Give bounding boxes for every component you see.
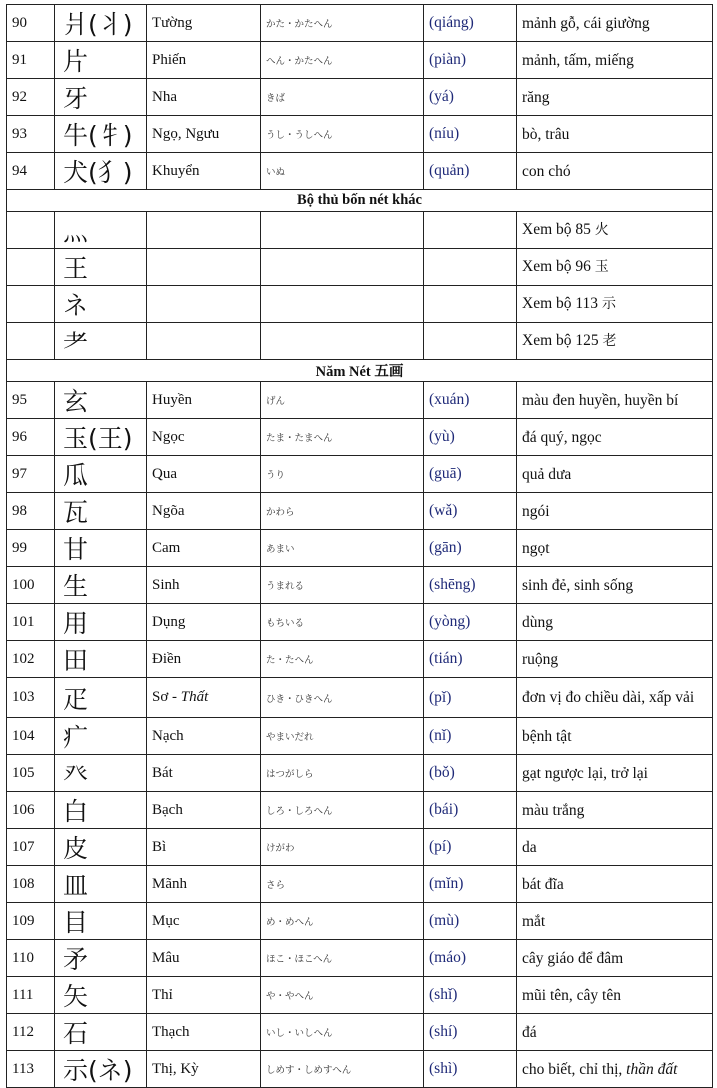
sino-vietnamese-alt: Thất <box>180 689 209 705</box>
radical-row <box>7 829 713 866</box>
variant-row <box>7 249 713 286</box>
sino-vietnamese-text: Mâu <box>152 949 180 966</box>
pinyin: (quản) <box>424 153 517 190</box>
meaning <box>517 977 713 1014</box>
sino-vietnamese-name <box>147 792 261 829</box>
sino-vietnamese-name <box>147 456 261 493</box>
pinyin: (pí) <box>424 829 517 866</box>
pinyin: (qiáng) <box>424 5 517 42</box>
meaning-text: mắt <box>522 912 546 930</box>
cross-reference-text: Xem bộ 125 <box>522 332 599 349</box>
pinyin: (shí) <box>424 1014 517 1051</box>
meaning <box>517 493 713 530</box>
japanese-reading: もちいる <box>261 604 424 641</box>
sino-vietnamese-name <box>147 79 261 116</box>
meaning <box>517 1014 713 1051</box>
pinyin: (piàn) <box>424 42 517 79</box>
japanese-reading: げん <box>261 382 424 419</box>
japanese-reading: いぬ <box>261 153 424 190</box>
meaning <box>517 641 713 678</box>
japanese-reading <box>261 249 424 286</box>
radical-row <box>7 755 713 792</box>
radical-row <box>7 493 713 530</box>
radical-row <box>7 792 713 829</box>
sino-vietnamese-name <box>147 5 261 42</box>
japanese-reading: たま・たまへん <box>261 419 424 456</box>
japanese-reading: やまいだれ <box>261 718 424 755</box>
radical-number <box>7 286 55 323</box>
variant-row <box>7 323 713 360</box>
pinyin <box>424 286 517 323</box>
meaning-text: mũi tên, cây tên <box>522 986 621 1004</box>
radical-row <box>7 419 713 456</box>
sino-vietnamese-name <box>147 530 261 567</box>
meaning-text: con chó <box>522 162 571 180</box>
japanese-reading: いし・いしへん <box>261 1014 424 1051</box>
radical-number: 97 <box>7 456 55 493</box>
meaning <box>517 153 713 190</box>
japanese-reading: しろ・しろへん <box>261 792 424 829</box>
sino-vietnamese-name <box>147 323 261 360</box>
pinyin: (bǒ) <box>424 755 517 792</box>
meaning <box>517 419 713 456</box>
radical-character: 瓜 <box>55 456 147 493</box>
meaning-text: mảnh, tấm, miếng <box>522 51 634 69</box>
radical-row <box>7 1051 713 1088</box>
radical-character: 疒 <box>55 718 147 755</box>
sino-vietnamese-text: Qua <box>152 465 177 482</box>
pinyin: (yòng) <box>424 604 517 641</box>
radical-character: 瓦 <box>55 493 147 530</box>
sino-vietnamese-text: Ngõa <box>152 502 185 519</box>
sino-vietnamese-name <box>147 382 261 419</box>
japanese-reading: しめす・しめすへん <box>261 1051 424 1088</box>
pinyin: (shǐ) <box>424 977 517 1014</box>
meaning-text: màu trắng <box>522 801 585 819</box>
radical-character: 甘 <box>55 530 147 567</box>
radical-number: 90 <box>7 5 55 42</box>
japanese-reading: きば <box>261 79 424 116</box>
cross-reference-text: Xem bộ 85 <box>522 221 591 238</box>
meaning <box>517 678 713 718</box>
japanese-reading: へん・かたへん <box>261 42 424 79</box>
sino-vietnamese-text: Nạch <box>152 727 184 744</box>
radical-number: 99 <box>7 530 55 567</box>
japanese-reading: た・たへん <box>261 641 424 678</box>
pinyin: (pǐ) <box>424 678 517 718</box>
sino-vietnamese-text: Thị, Kỳ <box>152 1060 199 1077</box>
variant-radical-character: 王 <box>55 249 147 286</box>
radical-character: 矢 <box>55 977 147 1014</box>
sino-vietnamese-text: Thạch <box>152 1023 190 1040</box>
radical-number: 103 <box>7 678 55 718</box>
pinyin: (guā) <box>424 456 517 493</box>
meaning-text: gạt ngược lại, trở lại <box>522 764 648 782</box>
radical-number: 100 <box>7 567 55 604</box>
radical-character: 片 <box>55 42 147 79</box>
meaning <box>517 1051 713 1088</box>
meaning-text: bò, trâu <box>522 125 570 143</box>
japanese-reading: ひき・ひきへん <box>261 678 424 718</box>
section-header: Năm Nét 五画 <box>7 360 713 382</box>
sino-vietnamese-text: Ngọ, Ngưu <box>152 125 220 142</box>
pinyin: (shì) <box>424 1051 517 1088</box>
radical-number: 113 <box>7 1051 55 1088</box>
radical-character: 矛 <box>55 940 147 977</box>
radical-number: 112 <box>7 1014 55 1051</box>
radical-number: 92 <box>7 79 55 116</box>
sino-vietnamese-text: Mục <box>152 912 180 929</box>
meaning-text: mảnh gỗ, cái giường <box>522 14 650 32</box>
radicals-table-body <box>7 5 713 1088</box>
radical-row <box>7 604 713 641</box>
japanese-reading: ほこ・ほこへん <box>261 940 424 977</box>
sino-vietnamese-text: Điền <box>152 650 182 667</box>
radical-row <box>7 866 713 903</box>
variant-radical-character: 耂 <box>55 323 147 360</box>
meaning-text: cho biết, chỉ thị, <box>522 1060 627 1078</box>
radical-number: 111 <box>7 977 55 1014</box>
radical-character: 疋 <box>55 678 147 718</box>
meaning <box>517 116 713 153</box>
sino-vietnamese-text: Ngọc <box>152 428 185 445</box>
sino-vietnamese-name <box>147 419 261 456</box>
radical-number: 101 <box>7 604 55 641</box>
meaning-text: bệnh tật <box>522 727 572 745</box>
japanese-reading: はつがしら <box>261 755 424 792</box>
meaning-text: sinh đẻ, sinh sống <box>522 576 634 594</box>
radical-character: 石 <box>55 1014 147 1051</box>
sino-vietnamese-text: Mãnh <box>152 875 187 892</box>
radical-row <box>7 456 713 493</box>
radical-row <box>7 1014 713 1051</box>
cross-reference-kanji: 玉 <box>594 259 609 275</box>
radical-number: 96 <box>7 419 55 456</box>
radical-number: 94 <box>7 153 55 190</box>
pinyin <box>424 212 517 249</box>
meaning-text: đơn vị đo chiều dài, xấp vải <box>522 689 695 706</box>
cross-reference <box>517 286 713 323</box>
cross-reference <box>517 249 713 286</box>
cross-reference <box>517 212 713 249</box>
sino-vietnamese-name <box>147 678 261 718</box>
radical-row <box>7 567 713 604</box>
sino-vietnamese-name <box>147 567 261 604</box>
japanese-reading: や・やへん <box>261 977 424 1014</box>
pinyin: (yá) <box>424 79 517 116</box>
pinyin: (mù) <box>424 903 517 940</box>
radical-number: 91 <box>7 42 55 79</box>
sino-vietnamese-name <box>147 755 261 792</box>
radical-character: 用 <box>55 604 147 641</box>
pinyin: (tián) <box>424 641 517 678</box>
meaning <box>517 940 713 977</box>
meaning-text: cây giáo để đâm <box>522 949 624 967</box>
meaning-text: quả dưa <box>522 465 572 483</box>
pinyin: (nǐ) <box>424 718 517 755</box>
radical-number: 105 <box>7 755 55 792</box>
cross-reference-text: Xem bộ 96 <box>522 258 591 275</box>
meaning <box>517 604 713 641</box>
meaning-text: dùng <box>522 613 553 631</box>
pinyin: (níu) <box>424 116 517 153</box>
pinyin: (mǐn) <box>424 866 517 903</box>
radical-character: 田 <box>55 641 147 678</box>
radical-number: 95 <box>7 382 55 419</box>
radical-number: 104 <box>7 718 55 755</box>
sino-vietnamese-text: Tường <box>152 14 193 31</box>
radical-character: 玄 <box>55 382 147 419</box>
sino-vietnamese-text: Phiến <box>152 51 187 68</box>
radical-row <box>7 5 713 42</box>
sino-vietnamese-name <box>147 718 261 755</box>
meaning-text: đá quý, ngọc <box>522 428 602 446</box>
meaning <box>517 456 713 493</box>
meaning-text: ngọt <box>522 539 550 557</box>
radical-row <box>7 718 713 755</box>
sino-vietnamese-name <box>147 116 261 153</box>
variant-row <box>7 286 713 323</box>
pinyin: (xuán) <box>424 382 517 419</box>
sino-vietnamese-text: Sơ - <box>152 689 181 705</box>
radical-character: 牛(牜) <box>55 116 147 153</box>
variant-row <box>7 212 713 249</box>
meaning <box>517 79 713 116</box>
radical-character: 犬(犭) <box>55 153 147 190</box>
meaning <box>517 382 713 419</box>
japanese-reading: さら <box>261 866 424 903</box>
pinyin <box>424 323 517 360</box>
radical-character: 玉(王) <box>55 419 147 456</box>
radical-number: 98 <box>7 493 55 530</box>
meaning-text: bát đĩa <box>522 875 564 893</box>
sino-vietnamese-name <box>147 493 261 530</box>
sino-vietnamese-text: Bạch <box>152 801 183 818</box>
cross-reference-text: Xem bộ 113 <box>522 295 599 312</box>
sino-vietnamese-name <box>147 212 261 249</box>
japanese-reading: けがわ <box>261 829 424 866</box>
pinyin: (shēng) <box>424 567 517 604</box>
radical-row <box>7 382 713 419</box>
pinyin: (gān) <box>424 530 517 567</box>
radical-number: 93 <box>7 116 55 153</box>
radical-character: 生 <box>55 567 147 604</box>
pinyin: (bái) <box>424 792 517 829</box>
cross-reference-kanji: 示 <box>601 296 616 312</box>
radical-row <box>7 116 713 153</box>
pinyin: (yù) <box>424 419 517 456</box>
sino-vietnamese-name <box>147 866 261 903</box>
pinyin: (wǎ) <box>424 493 517 530</box>
meaning <box>517 567 713 604</box>
radicals-table <box>6 4 713 1088</box>
meaning <box>517 5 713 42</box>
meaning-text: ngói <box>522 502 550 520</box>
cross-reference-kanji: 老 <box>602 333 617 349</box>
radical-character: 示(ネ) <box>55 1051 147 1088</box>
meaning <box>517 718 713 755</box>
radical-character: 皮 <box>55 829 147 866</box>
radical-row <box>7 79 713 116</box>
sino-vietnamese-name <box>147 903 261 940</box>
radical-row <box>7 940 713 977</box>
radical-number: 110 <box>7 940 55 977</box>
sino-vietnamese-text: Khuyển <box>152 162 200 179</box>
sino-vietnamese-name <box>147 641 261 678</box>
sino-vietnamese-text: Sinh <box>152 576 180 593</box>
radical-number <box>7 323 55 360</box>
radical-number: 109 <box>7 903 55 940</box>
radical-row <box>7 153 713 190</box>
radical-row <box>7 42 713 79</box>
meaning <box>517 755 713 792</box>
variant-radical-character: ネ <box>55 286 147 323</box>
radical-row <box>7 678 713 718</box>
japanese-reading <box>261 323 424 360</box>
radical-character: 目 <box>55 903 147 940</box>
meaning-text: màu đen huyền, huyền bí <box>522 391 679 409</box>
section-header-row <box>7 360 713 382</box>
japanese-reading: め・めへん <box>261 903 424 940</box>
pinyin <box>424 249 517 286</box>
meaning <box>517 792 713 829</box>
section-header-row <box>7 190 713 212</box>
cross-reference-kanji: 火 <box>594 222 609 238</box>
radical-number <box>7 212 55 249</box>
japanese-reading: うり <box>261 456 424 493</box>
japanese-reading: かた・かたへん <box>261 5 424 42</box>
meaning <box>517 866 713 903</box>
radical-character: 白 <box>55 792 147 829</box>
meaning-text: ruộng <box>522 650 559 668</box>
meaning-text: đá <box>522 1023 537 1041</box>
radical-row <box>7 977 713 1014</box>
cross-reference <box>517 323 713 360</box>
sino-vietnamese-text: Bì <box>152 838 167 855</box>
sino-vietnamese-name <box>147 604 261 641</box>
sino-vietnamese-name <box>147 42 261 79</box>
meaning-text: da <box>522 838 537 856</box>
japanese-reading <box>261 286 424 323</box>
pinyin: (máo) <box>424 940 517 977</box>
sino-vietnamese-text: Huyền <box>152 391 192 408</box>
meaning <box>517 530 713 567</box>
japanese-reading: かわら <box>261 493 424 530</box>
sino-vietnamese-text: Nha <box>152 88 177 105</box>
sino-vietnamese-name <box>147 1014 261 1051</box>
sino-vietnamese-text: Bát <box>152 764 173 781</box>
meaning-italic-text: thần đất <box>626 1060 678 1078</box>
meaning <box>517 903 713 940</box>
japanese-reading: うし・うしへん <box>261 116 424 153</box>
radical-character: 牙 <box>55 79 147 116</box>
sino-vietnamese-text: Dụng <box>152 613 186 630</box>
radical-character: 癶 <box>55 755 147 792</box>
japanese-reading: あまい <box>261 530 424 567</box>
radical-character: 皿 <box>55 866 147 903</box>
radical-number: 102 <box>7 641 55 678</box>
meaning-text: răng <box>522 88 550 106</box>
sino-vietnamese-name <box>147 829 261 866</box>
radical-row <box>7 903 713 940</box>
sino-vietnamese-name <box>147 153 261 190</box>
section-header: Bộ thủ bốn nét khác <box>7 190 713 212</box>
radical-number <box>7 249 55 286</box>
sino-vietnamese-name <box>147 1051 261 1088</box>
sino-vietnamese-name <box>147 249 261 286</box>
radical-row <box>7 530 713 567</box>
radical-number: 107 <box>7 829 55 866</box>
sino-vietnamese-text: Cam <box>152 539 181 556</box>
japanese-reading <box>261 212 424 249</box>
radical-number: 108 <box>7 866 55 903</box>
radical-character: 爿(丬) <box>55 5 147 42</box>
sino-vietnamese-text: Thỉ <box>152 986 173 1003</box>
meaning <box>517 829 713 866</box>
sino-vietnamese-name <box>147 286 261 323</box>
meaning <box>517 42 713 79</box>
sino-vietnamese-name <box>147 940 261 977</box>
japanese-reading: うまれる <box>261 567 424 604</box>
sino-vietnamese-name <box>147 977 261 1014</box>
radical-row <box>7 641 713 678</box>
variant-radical-character: 灬 <box>55 212 147 249</box>
radical-number: 106 <box>7 792 55 829</box>
